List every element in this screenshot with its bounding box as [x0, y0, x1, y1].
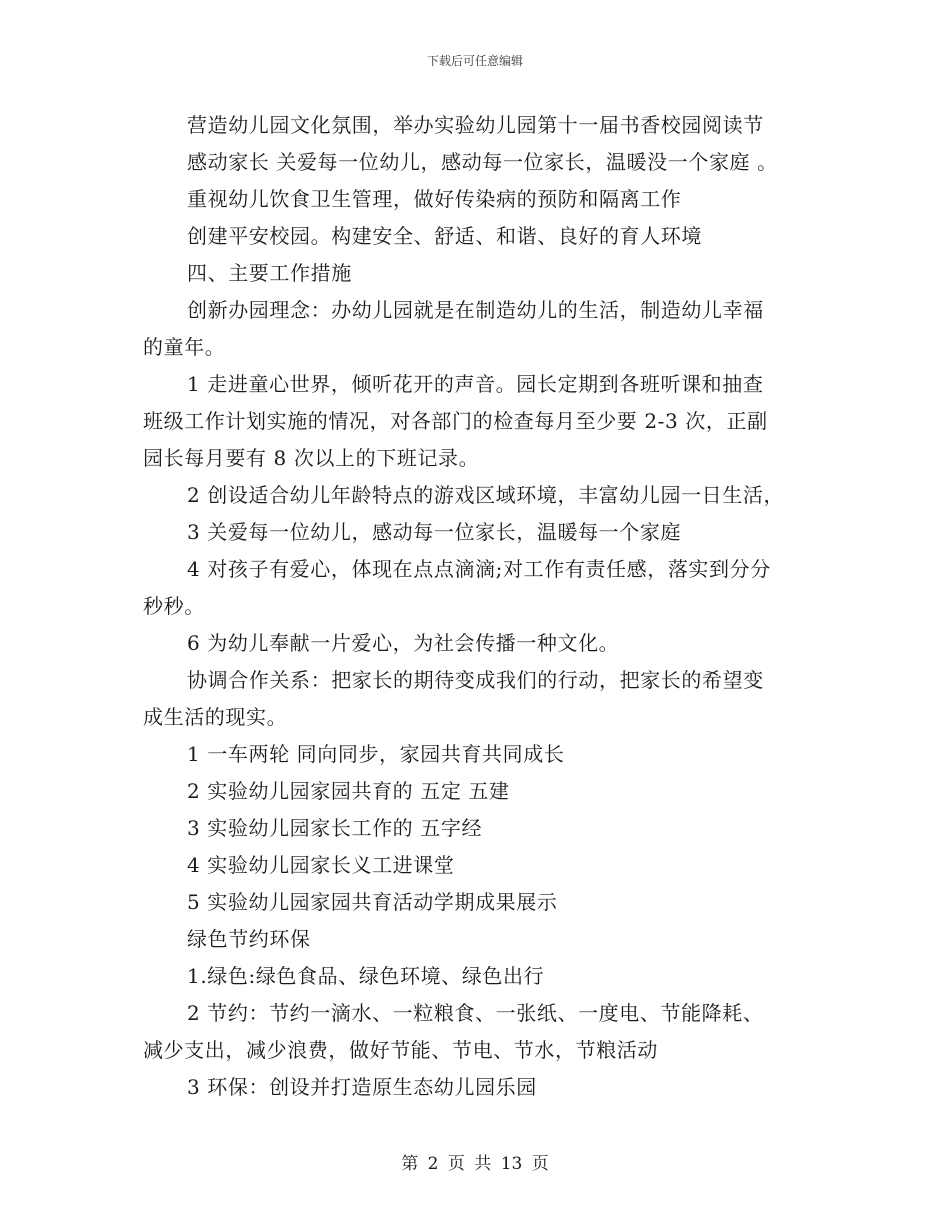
text-line: 4 实验幼儿园家长义工进课堂 — [187, 853, 455, 877]
document-body — [143, 107, 813, 1106]
section-heading: 四、主要工作措施 — [187, 261, 352, 285]
page-number-footer: 第 2 页 共 13 页 — [401, 1154, 549, 1174]
text-line: 营造幼儿园文化氛围，举办实验幼儿园第十一届书香校园阅读节 — [187, 113, 764, 137]
text-line: 3 实验幼儿园家长工作的 五字经 — [187, 816, 483, 840]
text-line: 重视幼儿饮食卫生管理，做好传染病的预防和隔离工作 — [187, 187, 682, 211]
text-line: 成生活的现实。 — [143, 705, 288, 729]
text-line: 6 为幼儿奉献一片爱心，为社会传播一种文化。 — [187, 631, 620, 655]
text-line: 减少支出，减少浪费，做好节能、节电、节水，节粮活动 — [143, 1038, 658, 1062]
text-line: 感动家长 关爱每一位幼儿，感动每一位家长，温暖没一个家庭 。 — [187, 150, 778, 174]
text-line: 5 实验幼儿园家园共育活动学期成果展示 — [187, 890, 558, 914]
text-line: 1 一车两轮 同向同步，家园共育共同成长 — [187, 742, 565, 766]
text-line: 3 环保：创设并打造原生态幼儿园乐园 — [187, 1075, 537, 1099]
text-line: 协调合作关系：把家长的期待变成我们的行动，把家长的希望变 — [187, 668, 764, 692]
text-line: 2 实验幼儿园家园共育的 五定 五建 — [187, 779, 510, 803]
text-line: 4 对孩子有爱心，体现在点点滴滴;对工作有责任感，落实到分分 — [187, 557, 771, 581]
text-line: 班级工作计划实施的情况，对各部门的检查每月至少要 2-3 次，正副 — [143, 409, 768, 433]
text-line: 创新办园理念：办幼儿园就是在制造幼儿的生活，制造幼儿幸福 — [187, 298, 764, 322]
text-line: 园长每月要有 8 次以上的下班记录。 — [143, 446, 480, 470]
text-line: 1.绿色:绿色食品、绿色环境、绿色出行 — [187, 964, 545, 988]
page-header: 下载后可任意编辑 — [426, 54, 523, 68]
text-line: 秒秒。 — [143, 594, 205, 618]
section-heading: 绿色节约环保 — [187, 927, 311, 951]
text-line: 的童年。 — [143, 335, 226, 359]
text-line: 2 节约：节约一滴水、一粒粮食、一张纸、一度电、节能降耗、 — [187, 1001, 764, 1025]
text-line: 3 关爱每一位幼儿，感动每一位家长，温暖每一个家庭 — [187, 520, 682, 544]
text-line: 创建平安校园。构建安全、舒适、和谐、良好的育人环境 — [187, 224, 702, 248]
text-line: 2 创设适合幼儿年龄特点的游戏区域环境，丰富幼儿园一日生活， — [187, 483, 785, 507]
text-line: 1 走进童心世界，倾听花开的声音。园长定期到各班听课和抽查 — [187, 372, 764, 396]
